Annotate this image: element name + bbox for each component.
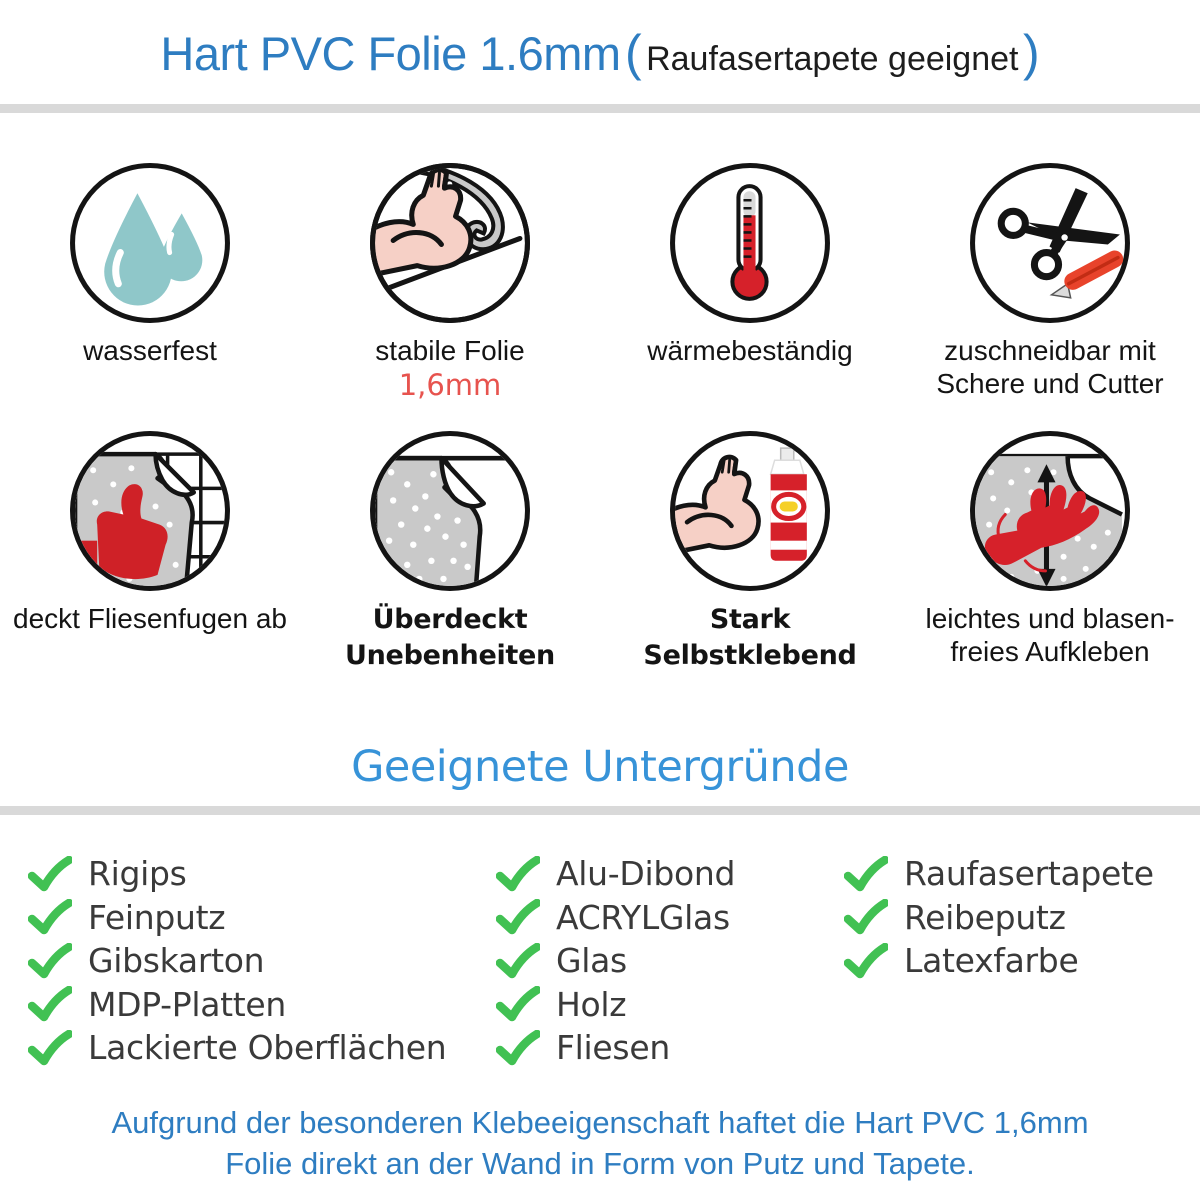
feature-caption [643, 602, 856, 674]
caption-line: Überdeckt [372, 604, 528, 635]
footer-note [0, 1102, 1200, 1184]
feature-waterproof [0, 160, 300, 402]
thickness-label: 1,6mm [398, 368, 502, 402]
thermometer-icon [667, 160, 833, 326]
hand-smoothing-icon [967, 428, 1133, 594]
caption-line: zuschneidbar mit [944, 335, 1156, 366]
caption-line: Schere und Cutter [936, 368, 1164, 399]
list-item [496, 939, 844, 983]
muscle-glue-icon [667, 428, 833, 594]
list-item [28, 852, 496, 896]
check-icon [496, 1030, 540, 1066]
list-item [496, 1026, 844, 1070]
check-icon [844, 856, 888, 892]
caption-line: Stark [709, 604, 791, 635]
divider-bar [0, 806, 1200, 815]
section-heading: Geeignete Untergründe [351, 742, 849, 792]
list-item [496, 983, 844, 1027]
list-item-label: Reibeputz [904, 897, 1066, 937]
feature-caption: wärmebeständig [647, 335, 853, 366]
check-icon [496, 986, 540, 1022]
feature-self-adhesive [600, 428, 900, 674]
list-item-label: Lackierte Oberflächen [88, 1028, 447, 1068]
check-icon [844, 943, 888, 979]
footer-line: Aufgrund der besonderen Klebeeigenschaft haftet die Hart PVC 1,6mm [111, 1105, 1089, 1140]
feature-caption [936, 334, 1163, 400]
check-icon [28, 986, 72, 1022]
dotted-foil-icon [367, 428, 533, 594]
check-icon [28, 943, 72, 979]
list-item [844, 852, 1178, 896]
check-icon [844, 899, 888, 935]
check-icon [496, 899, 540, 935]
check-icon [28, 856, 72, 892]
list-item [28, 1026, 496, 1070]
list-item-label: Raufasertapete [904, 854, 1154, 894]
title-open-paren: ( [624, 25, 642, 81]
feature-bubble-free [900, 428, 1200, 674]
check-icon [496, 856, 540, 892]
feature-row-1 [0, 160, 1200, 402]
list-item-label: Holz [556, 984, 627, 1024]
footer-line: Folie direkt an der Wand in Form von Putz und Tapete. [225, 1146, 975, 1181]
feature-caption: deckt Fliesenfugen ab [13, 603, 287, 634]
list-item-label: Gibskarton [88, 941, 265, 981]
list-item-label: ACRYLGlas [556, 897, 730, 937]
caption-line: Selbstklebend [643, 640, 857, 671]
water-drops-icon [67, 160, 233, 326]
list-item [496, 852, 844, 896]
check-icon [28, 899, 72, 935]
caption-line: freies Aufkleben [950, 636, 1150, 667]
caption-line: Unebenheiten [345, 640, 555, 671]
list-item-label: MDP-Platten [88, 984, 287, 1024]
feature-covers-tile-joints [0, 428, 300, 674]
substrate-column-1 [28, 852, 496, 1070]
check-icon [496, 943, 540, 979]
substrate-column-2 [496, 852, 844, 1070]
substrate-list [28, 852, 1178, 1070]
title-subtitle: Raufasertapete geeignet [646, 40, 1019, 78]
list-item [844, 896, 1178, 940]
list-item-label: Rigips [88, 854, 187, 894]
feature-stable-foil [300, 160, 600, 402]
scissors-cutter-icon [967, 160, 1133, 326]
check-icon [28, 1030, 72, 1066]
list-item [28, 939, 496, 983]
list-item [496, 896, 844, 940]
feature-covers-unevenness [300, 428, 600, 674]
feature-row-2 [0, 428, 1200, 674]
substrate-column-3 [844, 852, 1178, 1070]
list-item-label: Glas [556, 941, 627, 981]
page-title [0, 24, 1200, 82]
tile-joints-thumb-icon [67, 428, 233, 594]
list-item-label: Alu-Dibond [556, 854, 736, 894]
feature-heat-resistant [600, 160, 900, 402]
title-main: Hart PVC Folie 1.6mm [160, 27, 621, 80]
list-item-label: Feinputz [88, 897, 226, 937]
divider-bar [0, 104, 1200, 113]
feature-caption [345, 602, 555, 674]
list-item [844, 939, 1178, 983]
title-close-paren: ) [1022, 25, 1040, 81]
list-item-label: Fliesen [556, 1028, 670, 1068]
list-item-label: Latexfarbe [904, 941, 1079, 981]
feature-cuttable [900, 160, 1200, 402]
feature-caption: wasserfest [83, 335, 217, 366]
muscle-foil-icon [367, 160, 533, 326]
list-item [28, 983, 496, 1027]
list-item [28, 896, 496, 940]
caption-line: leichtes und blasen- [925, 603, 1175, 634]
feature-caption: stabile Folie [375, 335, 525, 366]
feature-caption [925, 602, 1174, 668]
